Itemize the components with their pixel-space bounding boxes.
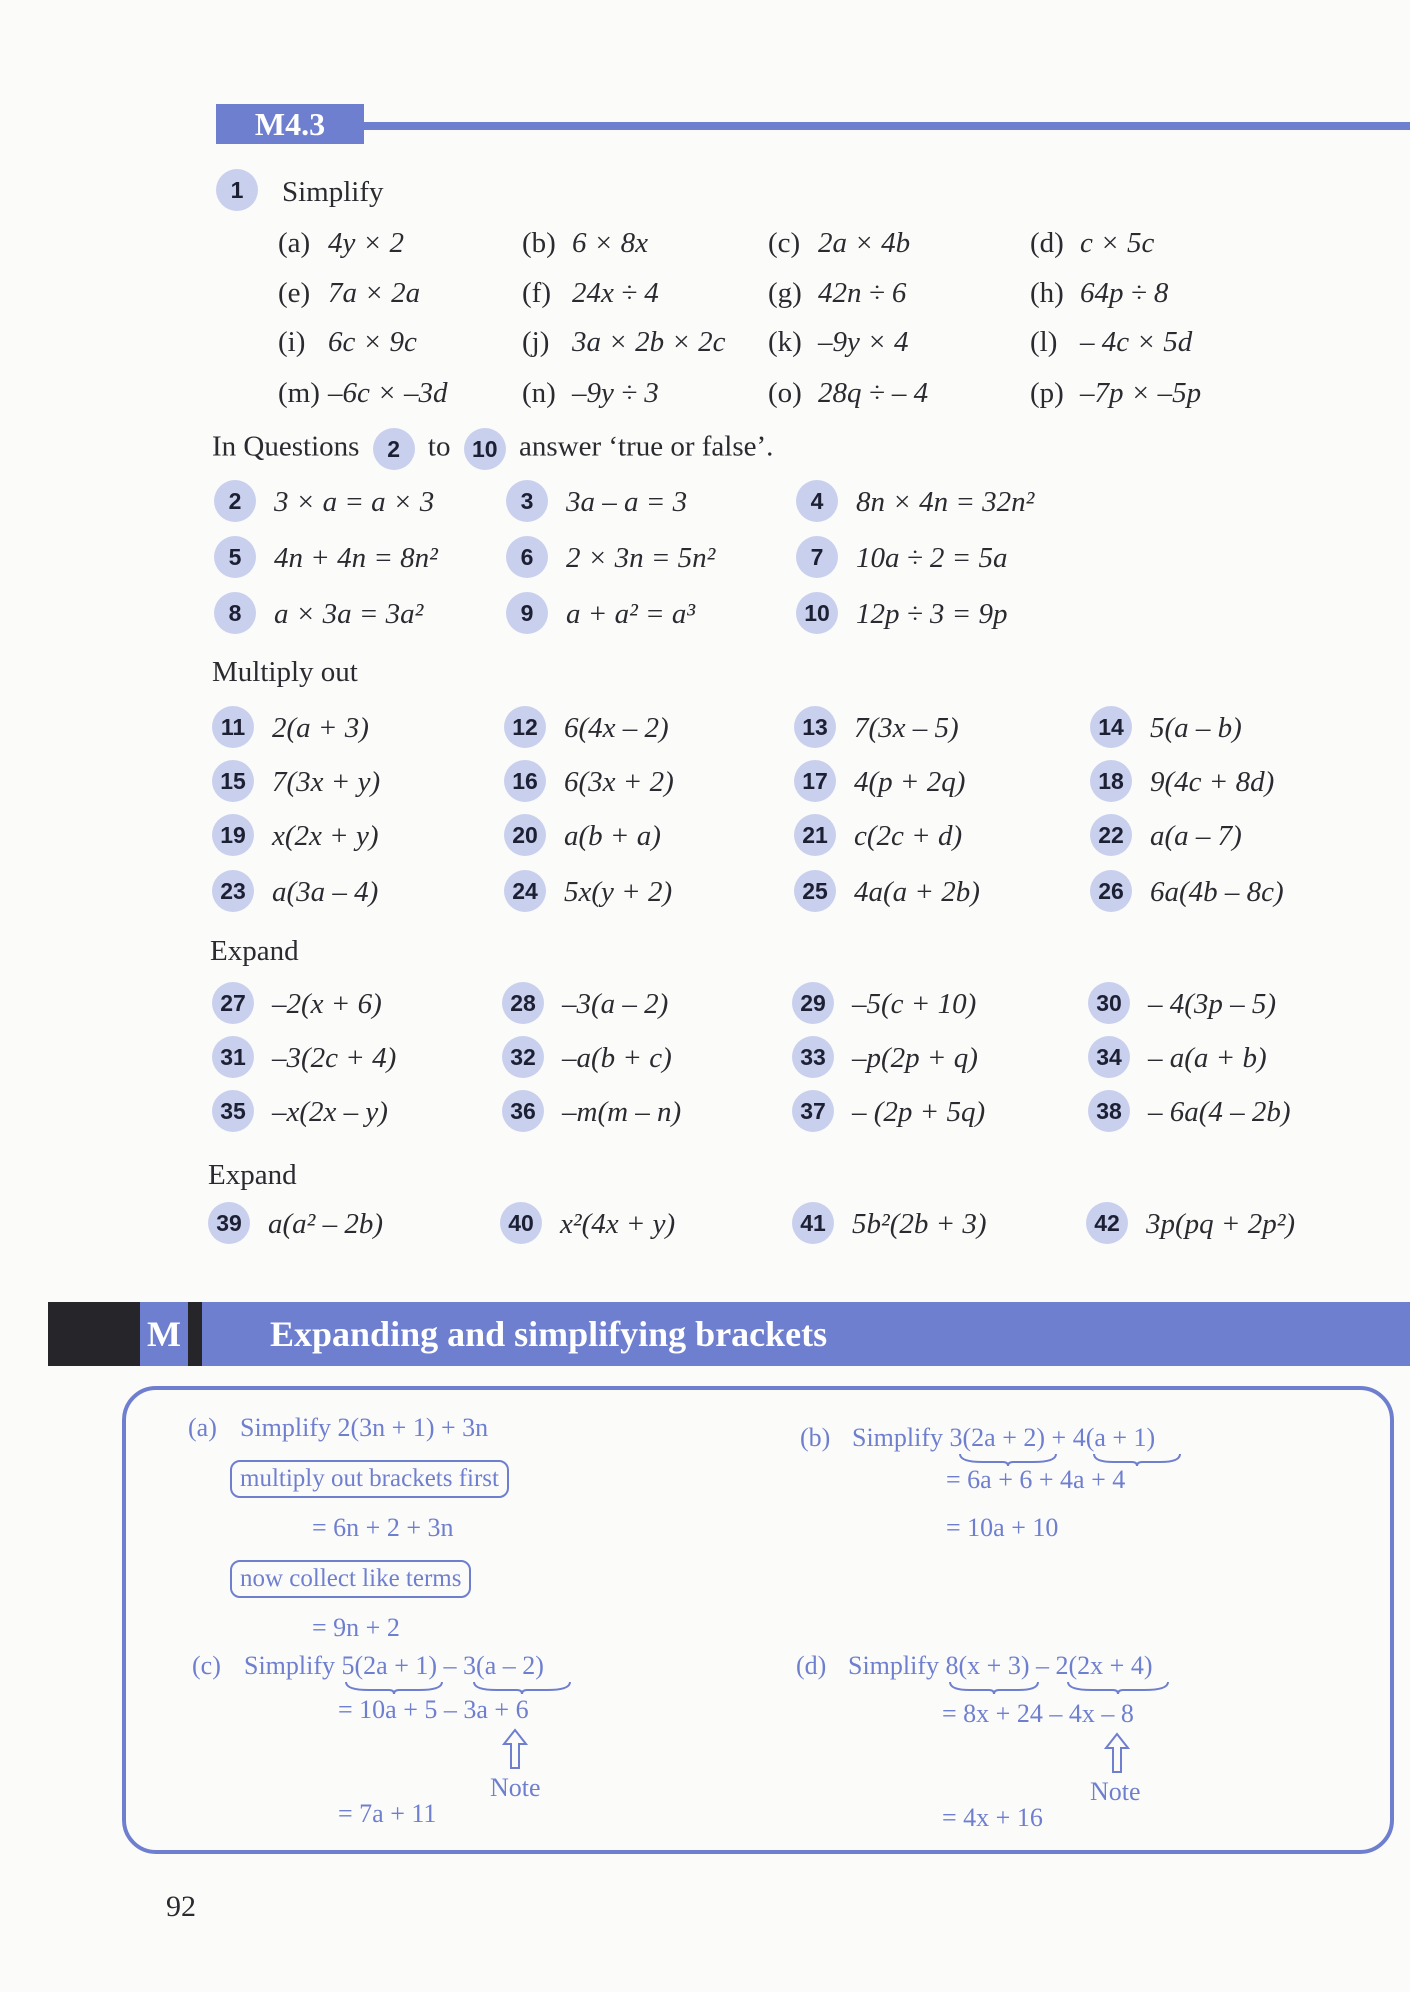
section-band-divider [188,1302,202,1366]
question-number-badge: 16 [504,760,546,802]
up-arrow-icon [1104,1732,1130,1776]
underbrace-icon [948,1680,1040,1694]
question-number-badge: 17 [794,760,836,802]
part-label: (i) [278,326,306,358]
part-expression: 7a × 2a [328,277,421,309]
question-number-badge: 30 [1088,982,1130,1024]
part-expression: 4y × 2 [328,227,404,259]
question-expression: 3a – a = 3 [566,486,688,518]
intro-text: In Questions [212,430,360,463]
part-expression: 6 × 8x [572,227,648,259]
working-step: = 9n + 2 [312,1613,400,1642]
part-label: (a) [278,227,311,259]
exercise-rule [364,122,1410,130]
question-expression: 9(4c + 8d) [1150,766,1275,798]
question-number-badge: 28 [502,982,544,1024]
question-expression: a(a² – 2b) [268,1208,384,1240]
part-expression: – 4c × 5d [1080,326,1193,358]
question-number-badge: 23 [212,870,254,912]
example-prompt: Simplify 8(x + 3) – 2(2x + 4) [848,1651,1153,1680]
question-expression: –3(a – 2) [562,988,669,1020]
page-number: 92 [166,1890,196,1923]
question-expression: a(b + a) [564,820,661,852]
part-expression: 28q ÷ – 4 [818,377,929,409]
question-expression: a(3a – 4) [272,876,379,908]
question-expression: –5(c + 10) [852,988,977,1020]
question-number-badge: 18 [1090,760,1132,802]
question-ref-badge: 10 [464,428,506,470]
question-number-badge: 10 [796,592,838,634]
question-expression: 5b²(2b + 3) [852,1208,987,1240]
part-label: (n) [522,377,556,409]
question-expression: 4n + 4n = 8n² [274,542,438,574]
example-prompt: Simplify 3(2a + 2) + 4(a + 1) [852,1423,1156,1452]
part-label: (m) [278,377,320,409]
question-number-badge: 24 [504,870,546,912]
question-expression: 6a(4b – 8c) [1150,876,1284,908]
example-label: (d) [796,1651,827,1680]
part-label: (g) [768,277,802,309]
question-expression: 3p(pq + 2p²) [1146,1208,1296,1240]
question-expression: –2(x + 6) [272,988,382,1020]
part-expression: –7p × –5p [1080,377,1202,409]
part-label: (f) [522,277,551,309]
question-expression: –p(2p + q) [852,1042,978,1074]
question-expression: 8n × 4n = 32n² [856,486,1035,518]
part-label: (o) [768,377,802,409]
note-label: Note [1090,1777,1141,1806]
question-expression: 4a(a + 2b) [854,876,980,908]
section-band-dark [48,1302,140,1366]
page-edge [1410,0,1425,1992]
up-arrow-icon [502,1728,528,1772]
part-label: (d) [1030,227,1064,259]
hint-bubble: now collect like terms [230,1560,471,1598]
part-label: (h) [1030,277,1064,309]
question-expression: a + a² = a³ [566,598,696,630]
working-step: = 10a + 10 [946,1513,1059,1542]
example-prompt: Simplify 5(2a + 1) – 3(a – 2) [244,1651,544,1680]
section-heading: Expand [208,1159,297,1191]
question-expression: 7(3x – 5) [854,712,959,744]
question-number-badge: 14 [1090,706,1132,748]
question-expression: c(2c + d) [854,820,963,852]
question-number-badge: 20 [504,814,546,856]
example-prompt: Simplify 2(3n + 1) + 3n [240,1413,489,1442]
question-expression: 3 × a = a × 3 [274,486,435,518]
question-number-badge: 25 [794,870,836,912]
working-step: = 10a + 5 – 3a + 6 [338,1695,529,1724]
question-expression: – 4(3p – 5) [1148,988,1277,1020]
working-step: = 7a + 11 [338,1799,437,1828]
question-number-badge: 41 [792,1202,834,1244]
question-number-badge: 3 [506,480,548,522]
hint-bubble: multiply out brackets first [230,1460,509,1498]
part-expression: c × 5c [1080,227,1155,259]
intro-to: to [427,430,451,463]
question-number-badge: 9 [506,592,548,634]
question-number-badge: 32 [502,1036,544,1078]
question-expression: 2(a + 3) [272,712,369,744]
underbrace-icon [344,1680,444,1694]
example-label: (c) [192,1651,221,1680]
section-heading: Multiply out [212,656,358,688]
question-number-badge: 35 [212,1090,254,1132]
underbrace-icon [472,1680,572,1694]
section-title: Expanding and simplifying brackets [270,1314,828,1354]
part-label: (b) [522,227,556,259]
note-label: Note [490,1773,541,1802]
question-number-badge: 15 [212,760,254,802]
question-expression: 6(4x – 2) [564,712,669,744]
question-expression: –a(b + c) [562,1042,672,1074]
question-number-badge: 4 [796,480,838,522]
part-expression: 2a × 4b [818,227,911,259]
question-expression: 2 × 3n = 5n² [566,542,716,574]
question-number-badge: 12 [504,706,546,748]
section-letter: M [140,1302,188,1366]
question-expression: x(2x + y) [272,820,379,852]
example-label: (a) [188,1413,217,1442]
section-heading: Expand [210,935,299,967]
working-step: = 8x + 24 – 4x – 8 [942,1699,1134,1728]
underbrace-icon [1066,1680,1170,1694]
question-number-badge: 27 [212,982,254,1024]
question-number-badge: 37 [792,1090,834,1132]
question-number-badge: 19 [212,814,254,856]
example-label: (b) [800,1423,831,1452]
working-step: = 4x + 16 [942,1803,1043,1832]
question-expression: 4(p + 2q) [854,766,966,798]
part-label: (k) [768,326,802,358]
question-number-badge: 21 [794,814,836,856]
question-expression: 10a ÷ 2 = 5a [856,542,1008,574]
part-expression: –9y × 4 [818,326,909,358]
part-expression: 6c × 9c [328,326,417,358]
question-expression: 5x(y + 2) [564,876,673,908]
question-expression: – 6a(4 – 2b) [1148,1096,1291,1128]
question-number-badge: 22 [1090,814,1132,856]
question-number-badge: 38 [1088,1090,1130,1132]
question-number-badge: 11 [212,706,254,748]
question-number-badge: 6 [506,536,548,578]
question-number-badge: 2 [214,480,256,522]
part-expression: 42n ÷ 6 [818,277,907,309]
true-false-intro [212,428,773,470]
working-step: = 6a + 6 + 4a + 4 [946,1465,1126,1494]
question-title: Simplify [282,176,384,208]
question-expression: a(a – 7) [1150,820,1242,852]
exercise-label: M4.3 [216,104,364,144]
question-expression: a × 3a = 3a² [274,598,424,630]
question-number-badge: 5 [214,536,256,578]
question-number-badge: 33 [792,1036,834,1078]
part-expression: 24x ÷ 4 [572,277,659,309]
question-number-badge: 1 [216,169,258,211]
question-expression: –m(m – n) [562,1096,682,1128]
question-number-badge: 7 [796,536,838,578]
question-expression: – (2p + 5q) [852,1096,986,1128]
part-label: (j) [522,326,550,358]
question-ref-badge: 2 [373,428,415,470]
question-number-badge: 36 [502,1090,544,1132]
question-expression: 5(a – b) [1150,712,1242,744]
question-expression: 7(3x + y) [272,766,381,798]
part-label: (p) [1030,377,1064,409]
question-expression: x²(4x + y) [560,1208,676,1240]
part-label: (c) [768,227,801,259]
question-number-badge: 13 [794,706,836,748]
question-expression: 6(3x + 2) [564,766,674,798]
question-number-badge: 42 [1086,1202,1128,1244]
question-number-badge: 26 [1090,870,1132,912]
question-number-badge: 29 [792,982,834,1024]
question-number-badge: 31 [212,1036,254,1078]
question-expression: –3(2c + 4) [272,1042,397,1074]
part-expression: –9y ÷ 3 [572,377,659,409]
question-expression: – a(a + b) [1148,1042,1267,1074]
question-number-badge: 8 [214,592,256,634]
question-number-badge: 39 [208,1202,250,1244]
part-expression: –6c × –3d [328,377,448,409]
working-step: = 6n + 2 + 3n [312,1513,454,1542]
question-expression: 12p ÷ 3 = 9p [856,598,1008,630]
question-number-badge: 34 [1088,1036,1130,1078]
part-expression: 3a × 2b × 2c [572,326,726,358]
intro-text: answer ‘true or false’. [518,430,774,463]
part-label: (e) [278,277,311,309]
question-expression: –x(2x – y) [272,1096,388,1128]
exercise-header [216,104,1410,144]
part-label: (l) [1030,326,1058,358]
part-expression: 64p ÷ 8 [1080,277,1169,309]
question-number-badge: 40 [500,1202,542,1244]
